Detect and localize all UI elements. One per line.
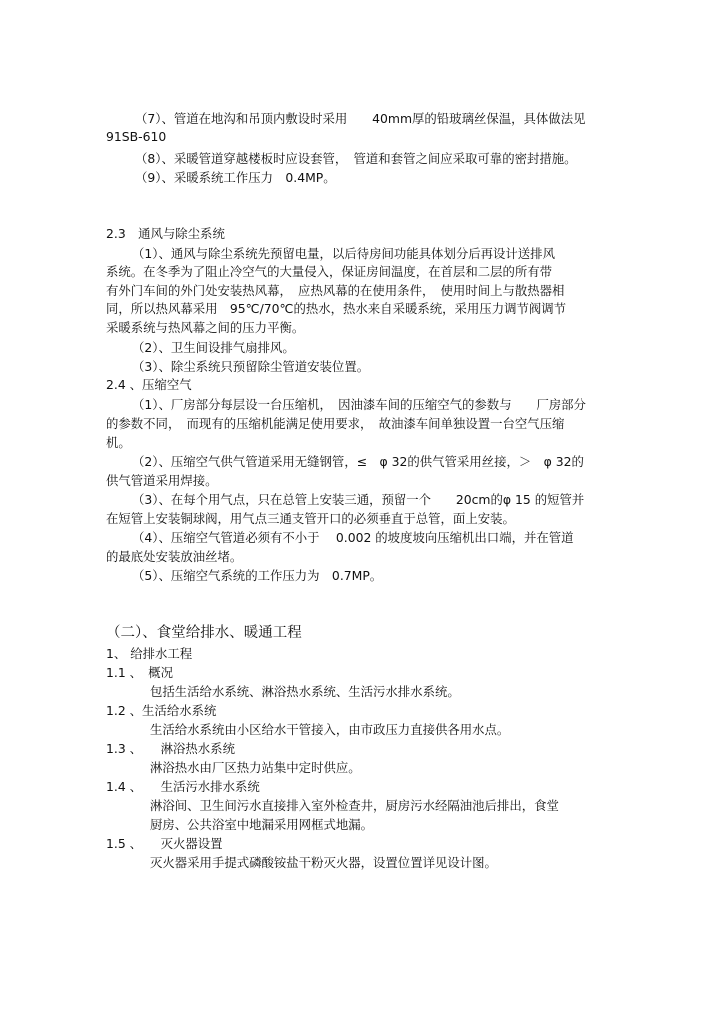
subsection-heading: 1.1 、 概况 (106, 665, 174, 680)
subsection-heading: 1.5 、 灭火器设置 (106, 836, 223, 851)
note-7: （7）、管道在地沟和吊顶内敷设时采用 40mm厚的铅玻璃丝保温，具体做法见 (135, 111, 586, 126)
paragraph-line: 采暖系统与热风幕之间的压力平衡。 (106, 320, 305, 335)
note-8: （8）、采暖管道穿越楼板时应设套管， 管道和套管之间应采取可靠的密封措施。 (135, 151, 577, 166)
paragraph-line: 的参数不同， 而现有的压缩机能满足使用要求， 故油漆车间单独设置一台空气压缩 (106, 416, 565, 431)
section-heading: 2.4 、压缩空气 (106, 377, 192, 392)
paragraph-line: （1）、厂房部分每层设一台压缩机， 因油漆车间的压缩空气的参数与 厂房部分 (132, 397, 586, 412)
paragraph-line: （3）、除尘系统只预留除尘管道安装位置。 (132, 359, 370, 374)
subsection-heading: 1.2 、生活给水系统 (106, 703, 217, 718)
subsection-heading: 1.3 、 淋浴热水系统 (106, 741, 235, 756)
paragraph-line: （2）、卫生间设排气扇排风。 (132, 340, 295, 355)
paragraph-line: 在短管上安装铜球阀，用气点三通支管开口的必须垂直于总管，面上安装。 (106, 511, 515, 526)
paragraph-line: 机。 (106, 435, 131, 450)
paragraph-line: 系统。在冬季为了阻止冷空气的大量侵入，保证房间温度，在首层和二层的所有带 (106, 264, 553, 279)
subsection-text: 包括生活给水系统、淋浴热水系统、生活污水排水系统。 (150, 684, 460, 699)
paragraph-line: （5）、压缩空气系统的工作压力为 0.7MP。 (132, 568, 383, 583)
paragraph-line: 有外门车间的外门处安装热风幕， 应热风幕的在使用条件， 使用时间上与散热器相 (106, 283, 565, 298)
paragraph-line: 供气管道采用焊接。 (106, 473, 218, 488)
subsection-text: 生活给水系统由小区给水干管接入，由市政压力直接供各用水点。 (150, 722, 510, 737)
subsection-text: 淋浴间、卫生间污水直接排入室外检查井，厨房污水经隔油池后排出，食堂 (150, 798, 559, 813)
note-7-cont: 91SB-610 (106, 129, 167, 144)
section-heading: 2.3 通风与除尘系统 (106, 226, 225, 241)
subsection-heading: 1、 给排水工程 (106, 646, 193, 661)
paragraph-line: 的最底处安装放油丝堵。 (106, 549, 243, 564)
paragraph-line: （4）、压缩空气管道必须有不小于 0.002 的坡度坡向压缩机出口端，并在管道 (132, 530, 574, 545)
subsection-text: 淋浴热水由厂区热力站集中定时供应。 (150, 760, 361, 775)
chapter-title: （二）、食堂给排水、暖通工程 (106, 625, 302, 641)
subsection-heading: 1.4 、 生活污水排水系统 (106, 779, 260, 794)
paragraph-line: （2）、压缩空气供气管道采用无缝钢管，≤ φ 32的供气管采用丝接，＞ φ 32的 (132, 454, 584, 469)
paragraph-line: 同，所以热风幕采用 95℃/70℃的热水，热水来自采暖系统，采用压力调节阀调节 (106, 301, 567, 316)
subsection-text: 厨房、公共浴室中地漏采用网框式地漏。 (150, 817, 374, 832)
paragraph-line: （3）、在每个用气点，只在总管上安装三通，预留一个 20cm的φ 15 的短管并 (132, 492, 585, 507)
note-9: （9）、采暖系统工作压力 0.4MP。 (135, 170, 336, 185)
subsection-text: 灭火器采用手提式磷酸铵盐干粉灭火器，设置位置详见设计图。 (150, 855, 497, 870)
paragraph-line: （1）、通风与除尘系统先预留电量，以后待房间功能具体划分后再设计送排风 (132, 246, 555, 261)
